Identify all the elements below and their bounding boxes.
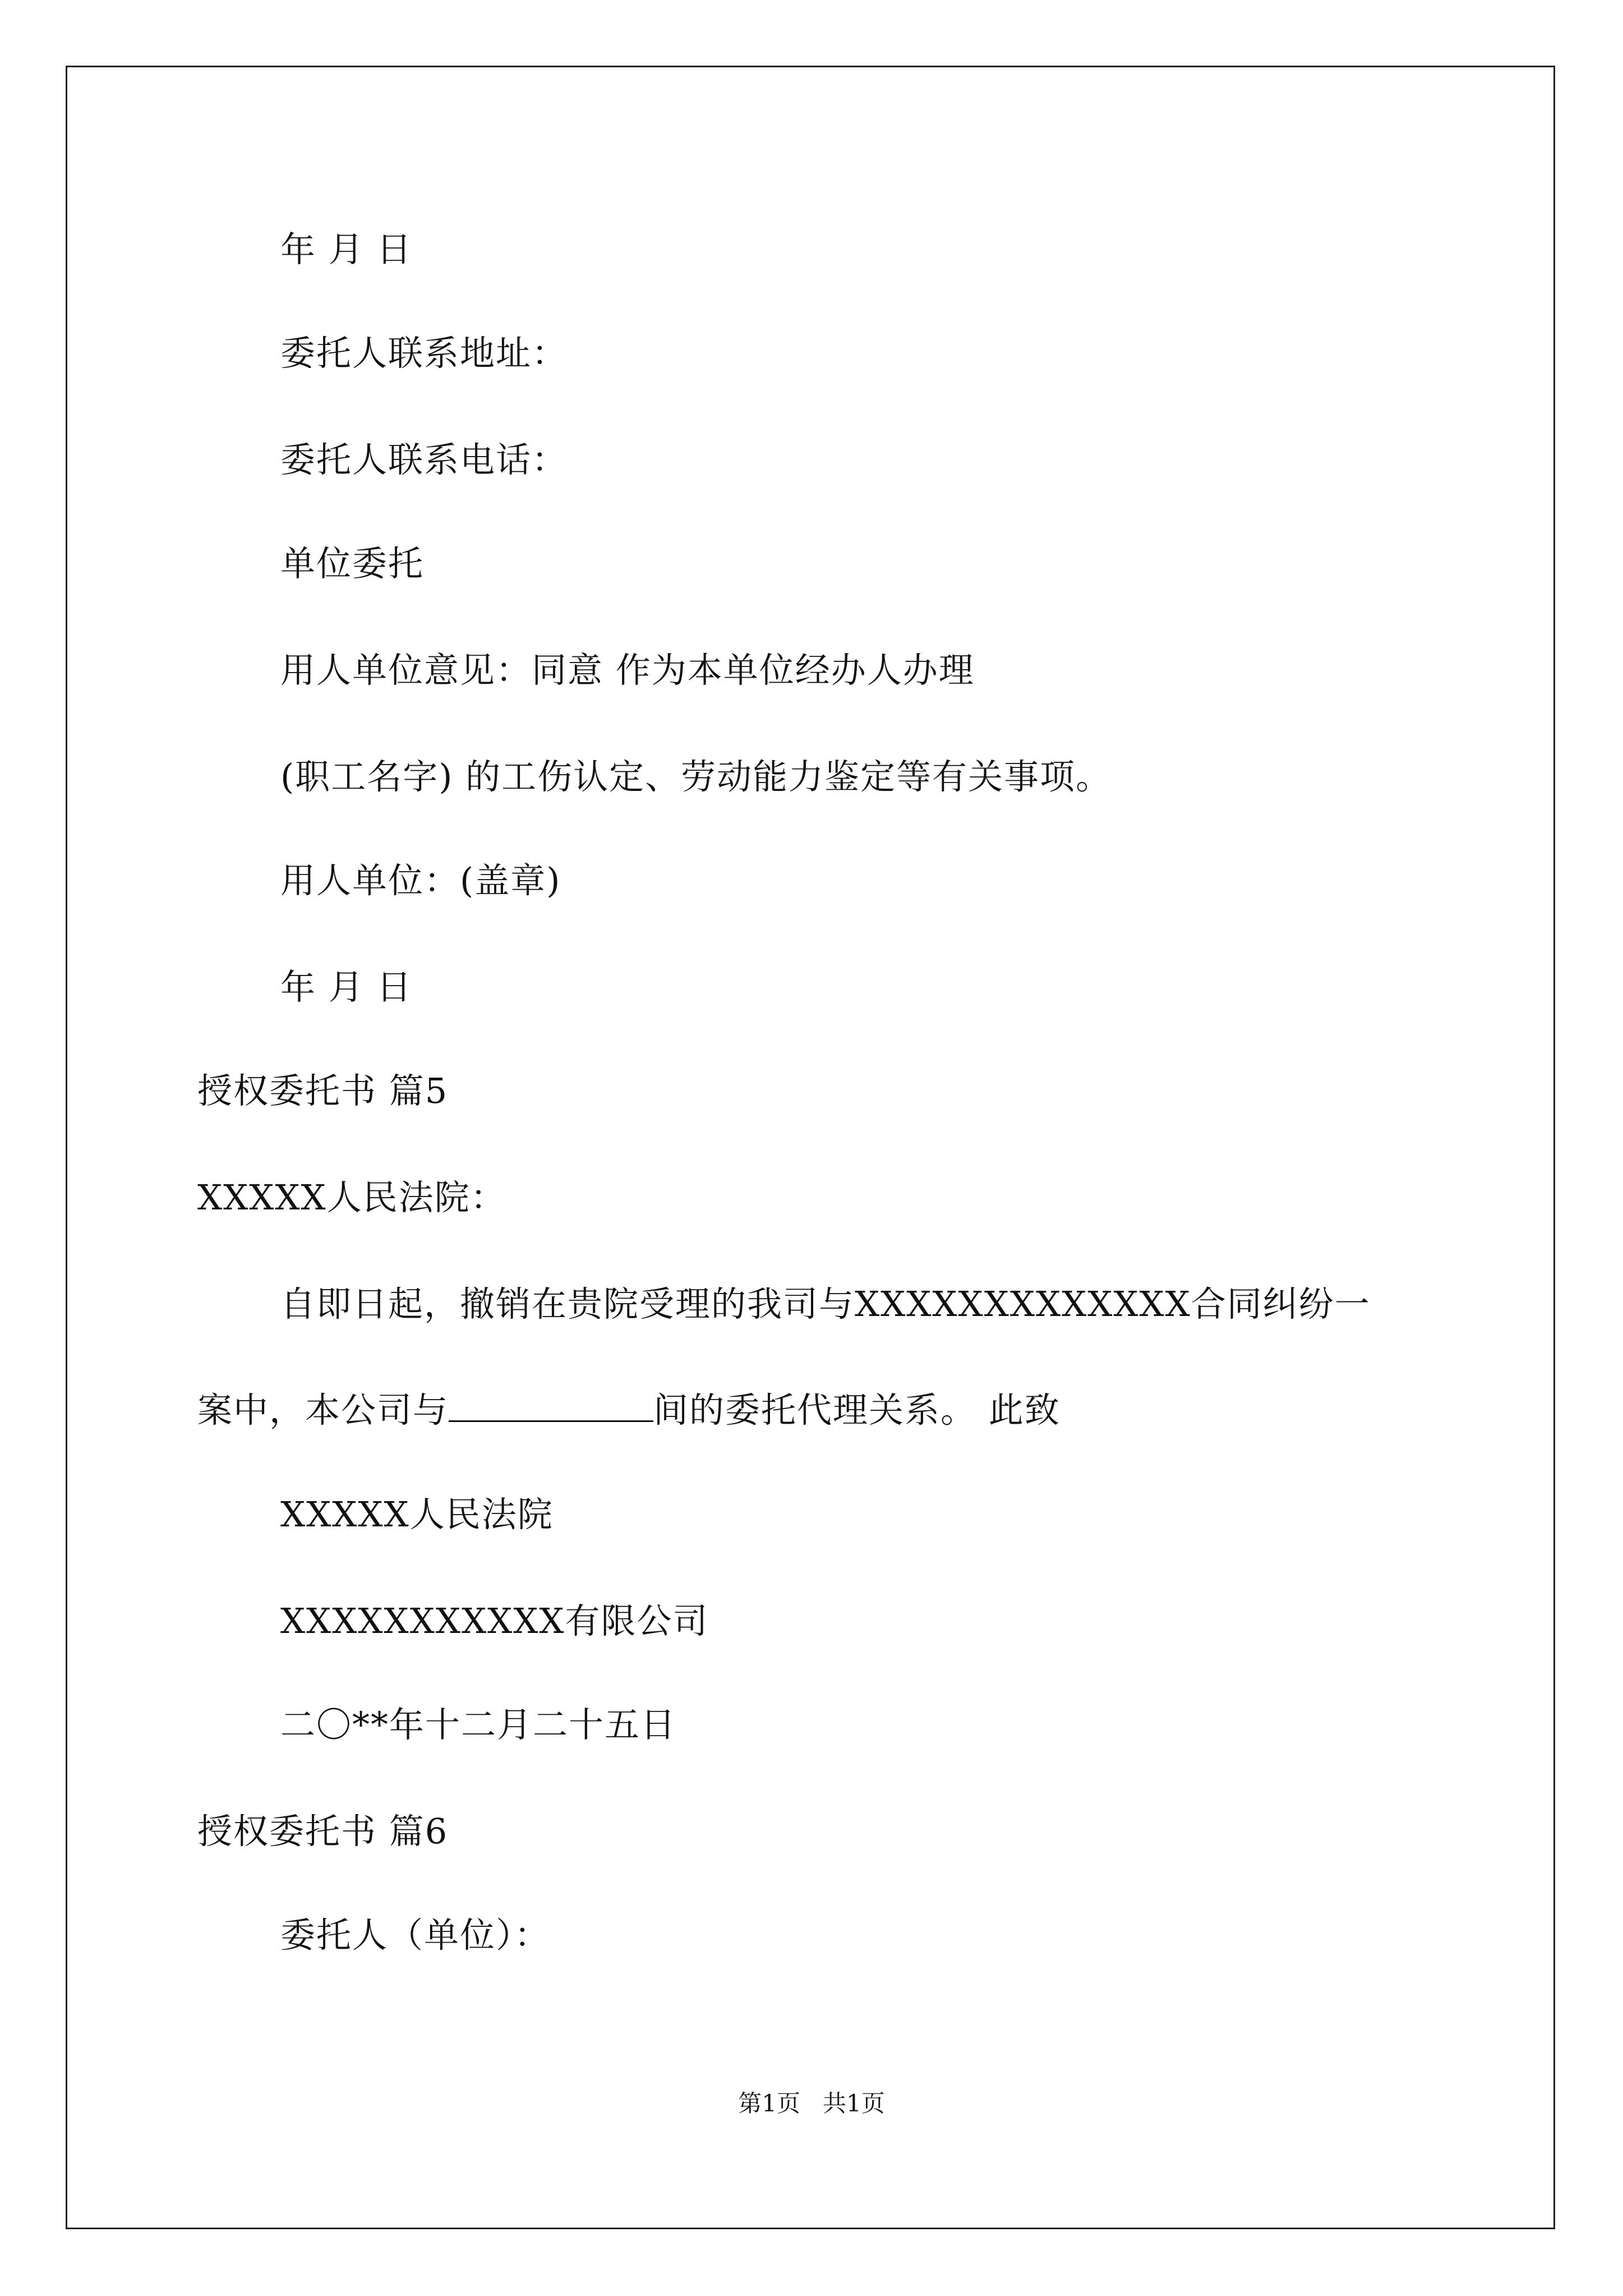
employer-opinion-line: 用人单位意见：同意 作为本单位经办人办理 [280, 650, 975, 691]
client-phone-line: 委托人联系电话： [280, 439, 568, 480]
revocation-text-after: 间的委托代理关系。 此致 [653, 1389, 1061, 1430]
employer-seal-line: 用人单位：(盖章) [280, 860, 561, 901]
section-title-6: 授权委托书 篇6 [197, 1811, 449, 1852]
revocation-paragraph-line-1: 自即日起，撤销在贵院受理的我司与XXXXXXXXXXXXX合同纠纷一 [280, 1283, 1371, 1324]
employee-name-line: (职工名字) 的工伤认定、劳动能力鉴定等有关事项。 [280, 756, 1112, 797]
unit-entrust-heading: 单位委托 [280, 543, 425, 584]
section-title-5: 授权委托书 篇5 [197, 1070, 449, 1111]
date-line-1: 年 月 日 [280, 229, 413, 270]
company-signature: XXXXXXXXXXX有限公司 [280, 1600, 709, 1641]
client-unit-line: 委托人（单位）： [280, 1915, 551, 1955]
client-address-line: 委托人联系地址： [280, 333, 568, 374]
page-number-footer: 第1页 共1页 [738, 2090, 885, 2117]
revocation-paragraph-line-2 [197, 1386, 1061, 1433]
court-signature: XXXXX人民法院 [280, 1494, 554, 1535]
page-border [66, 66, 1555, 2229]
court-addressee: XXXXX人民法院： [197, 1177, 506, 1218]
signature-date: 二〇**年十二月二十五日 [280, 1704, 677, 1745]
fill-in-blank [449, 1386, 653, 1422]
revocation-text-before: 案中，本公司与 [197, 1389, 449, 1430]
date-line-2: 年 月 日 [280, 967, 413, 1007]
